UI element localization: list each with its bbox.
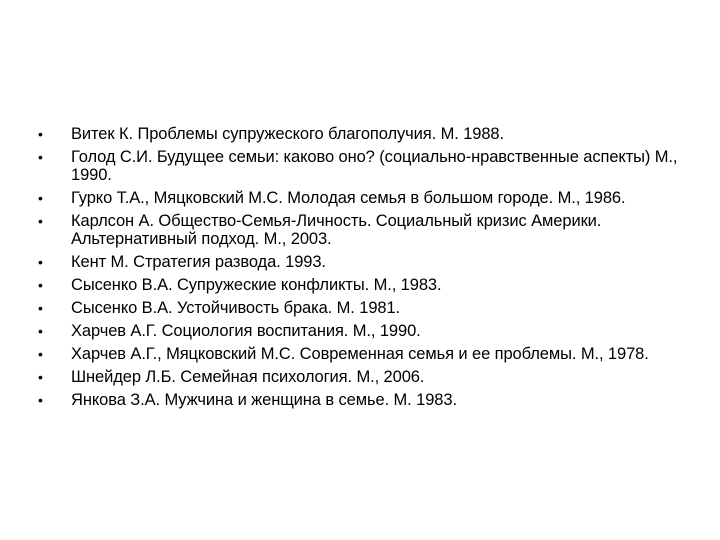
bullet-icon: • xyxy=(38,254,43,270)
bullet-icon: • xyxy=(38,392,43,408)
reference-text: Гурко Т.А., Мяцковский М.С. Молодая семья в большом городе. М., 1986. xyxy=(71,189,626,207)
reference-item xyxy=(38,345,698,363)
reference-item xyxy=(38,189,698,207)
reference-text: Харчев А.Г., Мяцковский М.С. Современная семья и ее проблемы. М., 1978. xyxy=(71,345,649,363)
reference-item xyxy=(38,276,698,294)
bullet-icon: • xyxy=(38,213,43,229)
bullet-icon: • xyxy=(38,323,43,339)
bullet-icon: • xyxy=(38,190,43,206)
reference-text: Сысенко В.А. Супружеские конфликты. М., 1983. xyxy=(71,276,442,294)
reference-text: Кент М. Стратегия развода. 1993. xyxy=(71,253,326,271)
bullet-icon: • xyxy=(38,126,43,142)
reference-text: Витек К. Проблемы супружеского благополучия. М. 1988. xyxy=(71,125,504,143)
bullet-icon: • xyxy=(38,346,43,362)
reference-list xyxy=(38,125,698,414)
reference-text: Голод С.И. Будущее семьи: каково оно? (социально-нравственные аспекты) М., 1990. xyxy=(71,148,678,184)
bullet-icon: • xyxy=(38,369,43,385)
reference-text: Шнейдер Л.Б. Семейная психология. М., 2006. xyxy=(71,368,425,386)
reference-text: Харчев А.Г. Социология воспитания. М., 1990. xyxy=(71,322,421,340)
bullet-icon: • xyxy=(38,300,43,316)
reference-item xyxy=(38,322,698,340)
reference-text: Карлсон А. Общество-Семья-Личность. Социальный кризис Америки. Альтернативный подход. М., 2003. xyxy=(71,212,602,248)
reference-item xyxy=(38,368,698,386)
reference-item xyxy=(38,391,698,409)
reference-item xyxy=(38,125,698,143)
reference-text: Сысенко В.А. Устойчивость брака. М. 1981. xyxy=(71,299,401,317)
bullet-icon: • xyxy=(38,277,43,293)
bullet-icon: • xyxy=(38,149,43,165)
reference-text: Янкова З.А. Мужчина и женщина в семье. М. 1983. xyxy=(71,391,457,409)
reference-item xyxy=(38,212,698,248)
reference-item xyxy=(38,299,698,317)
reference-item xyxy=(38,253,698,271)
reference-item xyxy=(38,148,698,184)
